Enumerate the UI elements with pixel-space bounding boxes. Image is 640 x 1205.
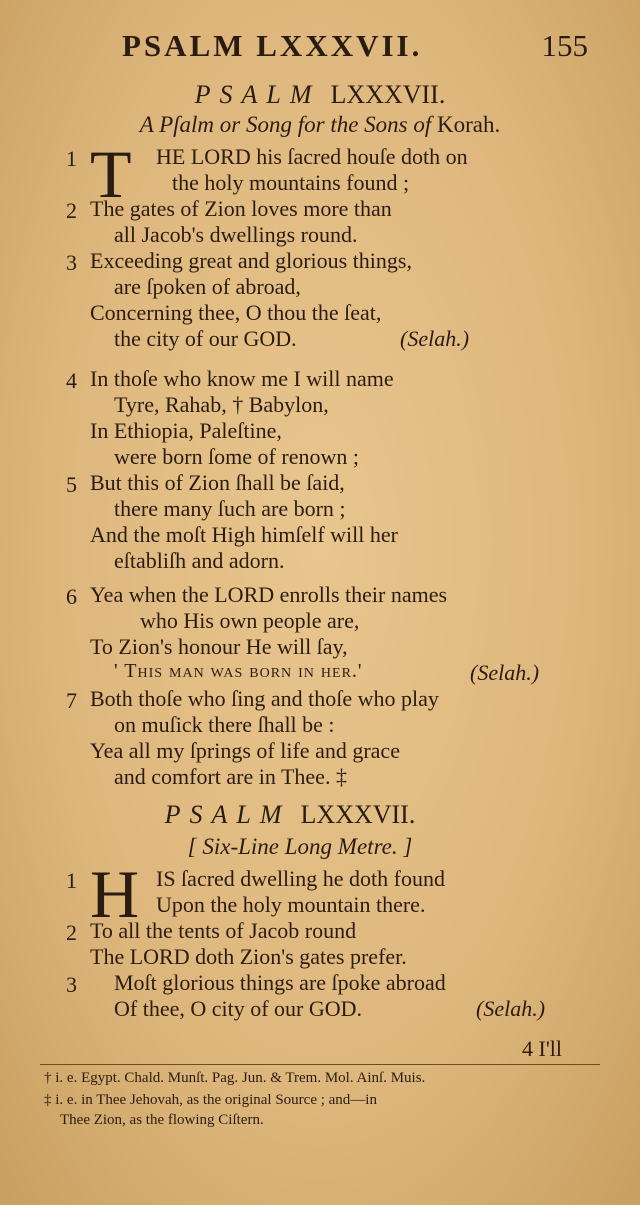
verse-line: IS ſacred dwelling he doth found <box>156 866 445 891</box>
drop-cap: T <box>90 136 132 212</box>
verse-line: the holy mountains found ; <box>172 170 410 195</box>
page-number: 155 <box>541 28 588 63</box>
verse-number: 2 <box>66 198 77 223</box>
verse-line: Concerning thee, O thou the ſeat, <box>90 300 382 325</box>
verse-line: HE LORD his ſacred houſe doth on <box>156 144 468 169</box>
verse-number: 1 <box>66 868 77 893</box>
verse-line: were born ſome of renown ; <box>114 444 359 469</box>
verse-line: Moſt glorious things are ſpoke abroad <box>114 970 446 995</box>
verse-line: Exceeding great and glorious things, <box>90 248 412 273</box>
verse-line: Of thee, O city of our GOD. <box>114 996 363 1021</box>
verse-line: And the moſt High himſelf will her <box>90 522 398 547</box>
verse-line: Upon the holy mountain there. <box>156 892 426 917</box>
psalm-heading-word: PSALM <box>164 800 291 829</box>
verse-number: 3 <box>66 250 77 275</box>
selah-mark: (Selah.) <box>476 996 546 1021</box>
verse-line: the city of our GOD. <box>114 326 297 351</box>
verse-line: In thoſe who know me I will name <box>90 366 394 391</box>
psalm-heading-number: LXXXVII. <box>330 80 446 109</box>
subtitle-plain: Korah. <box>437 112 501 137</box>
verse-line: To all the tents of Jacob round <box>90 918 357 943</box>
verse-line: Yea when the LORD enrolls their names <box>90 582 448 607</box>
verse-line: The LORD doth Zion's gates prefer. <box>90 944 407 969</box>
verse-line: who His own people are, <box>140 608 360 633</box>
verse-line: Both thoſe who ſing and thoſe who play <box>90 686 439 711</box>
verse-line: To Zion's honour He will ſay, <box>90 634 348 659</box>
psalm-subtitle-2: [ Six-Line Long Metre. ] <box>187 834 413 859</box>
verse-line: all Jacob's dwellings round. <box>114 222 358 247</box>
verse-number: 6 <box>66 584 77 609</box>
psalm-heading-2 <box>0 800 610 830</box>
psalm-subtitle-1 <box>0 112 640 138</box>
verse-number: 1 <box>66 146 77 171</box>
verse-line: eſtabliſh and adorn. <box>114 548 285 573</box>
catchword: 4 I'll <box>522 1036 563 1061</box>
verse-number: 7 <box>66 688 77 713</box>
verse-line: ' This man was born in her.' <box>114 660 363 682</box>
psalm-heading-1 <box>0 80 640 110</box>
selah-mark: (Selah.) <box>470 660 540 685</box>
running-head <box>0 26 640 66</box>
verse-number: 2 <box>66 920 77 945</box>
footnote-double-dagger-cont: Thee Zion, as the flowing Ciſtern. <box>60 1112 264 1128</box>
verse-line: Tyre, Rahab, † Babylon, <box>114 392 329 417</box>
verse-line: But this of Zion ſhall be ſaid, <box>90 470 345 495</box>
verse-number: 3 <box>66 972 77 997</box>
footnote-rule <box>40 1064 600 1065</box>
psalm-heading-word: PSALM <box>194 80 321 109</box>
verse-line: there many ſuch are born ; <box>114 496 346 521</box>
verse-line: The gates of Zion loves more than <box>90 196 392 221</box>
verse-line: In Ethiopia, Paleſtine, <box>90 418 282 443</box>
verse-line: and comfort are in Thee. ‡ <box>114 764 347 789</box>
footnote-dagger: † i. e. Egypt. Chald. Munſt. Pag. Jun. & Trem. Mol. Ainſ. Muis. <box>44 1070 426 1086</box>
selah-mark: (Selah.) <box>400 326 470 351</box>
drop-cap: H <box>90 856 140 932</box>
verse-line: on muſick there ſhall be : <box>114 712 335 737</box>
verse-line: are ſpoken of abroad, <box>114 274 301 299</box>
running-title: PSALM LXXXVII. <box>122 28 423 63</box>
verse-number: 5 <box>66 472 77 497</box>
verse-number: 4 <box>66 368 77 393</box>
footnote-double-dagger: ‡ i. e. in Thee Jehovah, as the original Source ; and—in <box>44 1092 377 1108</box>
subtitle-italic: A Pſalm or Song for the Sons of <box>139 112 432 137</box>
verse-line: Yea all my ſprings of life and grace <box>90 738 400 763</box>
psalm-heading-number: LXXXVII. <box>300 800 416 829</box>
